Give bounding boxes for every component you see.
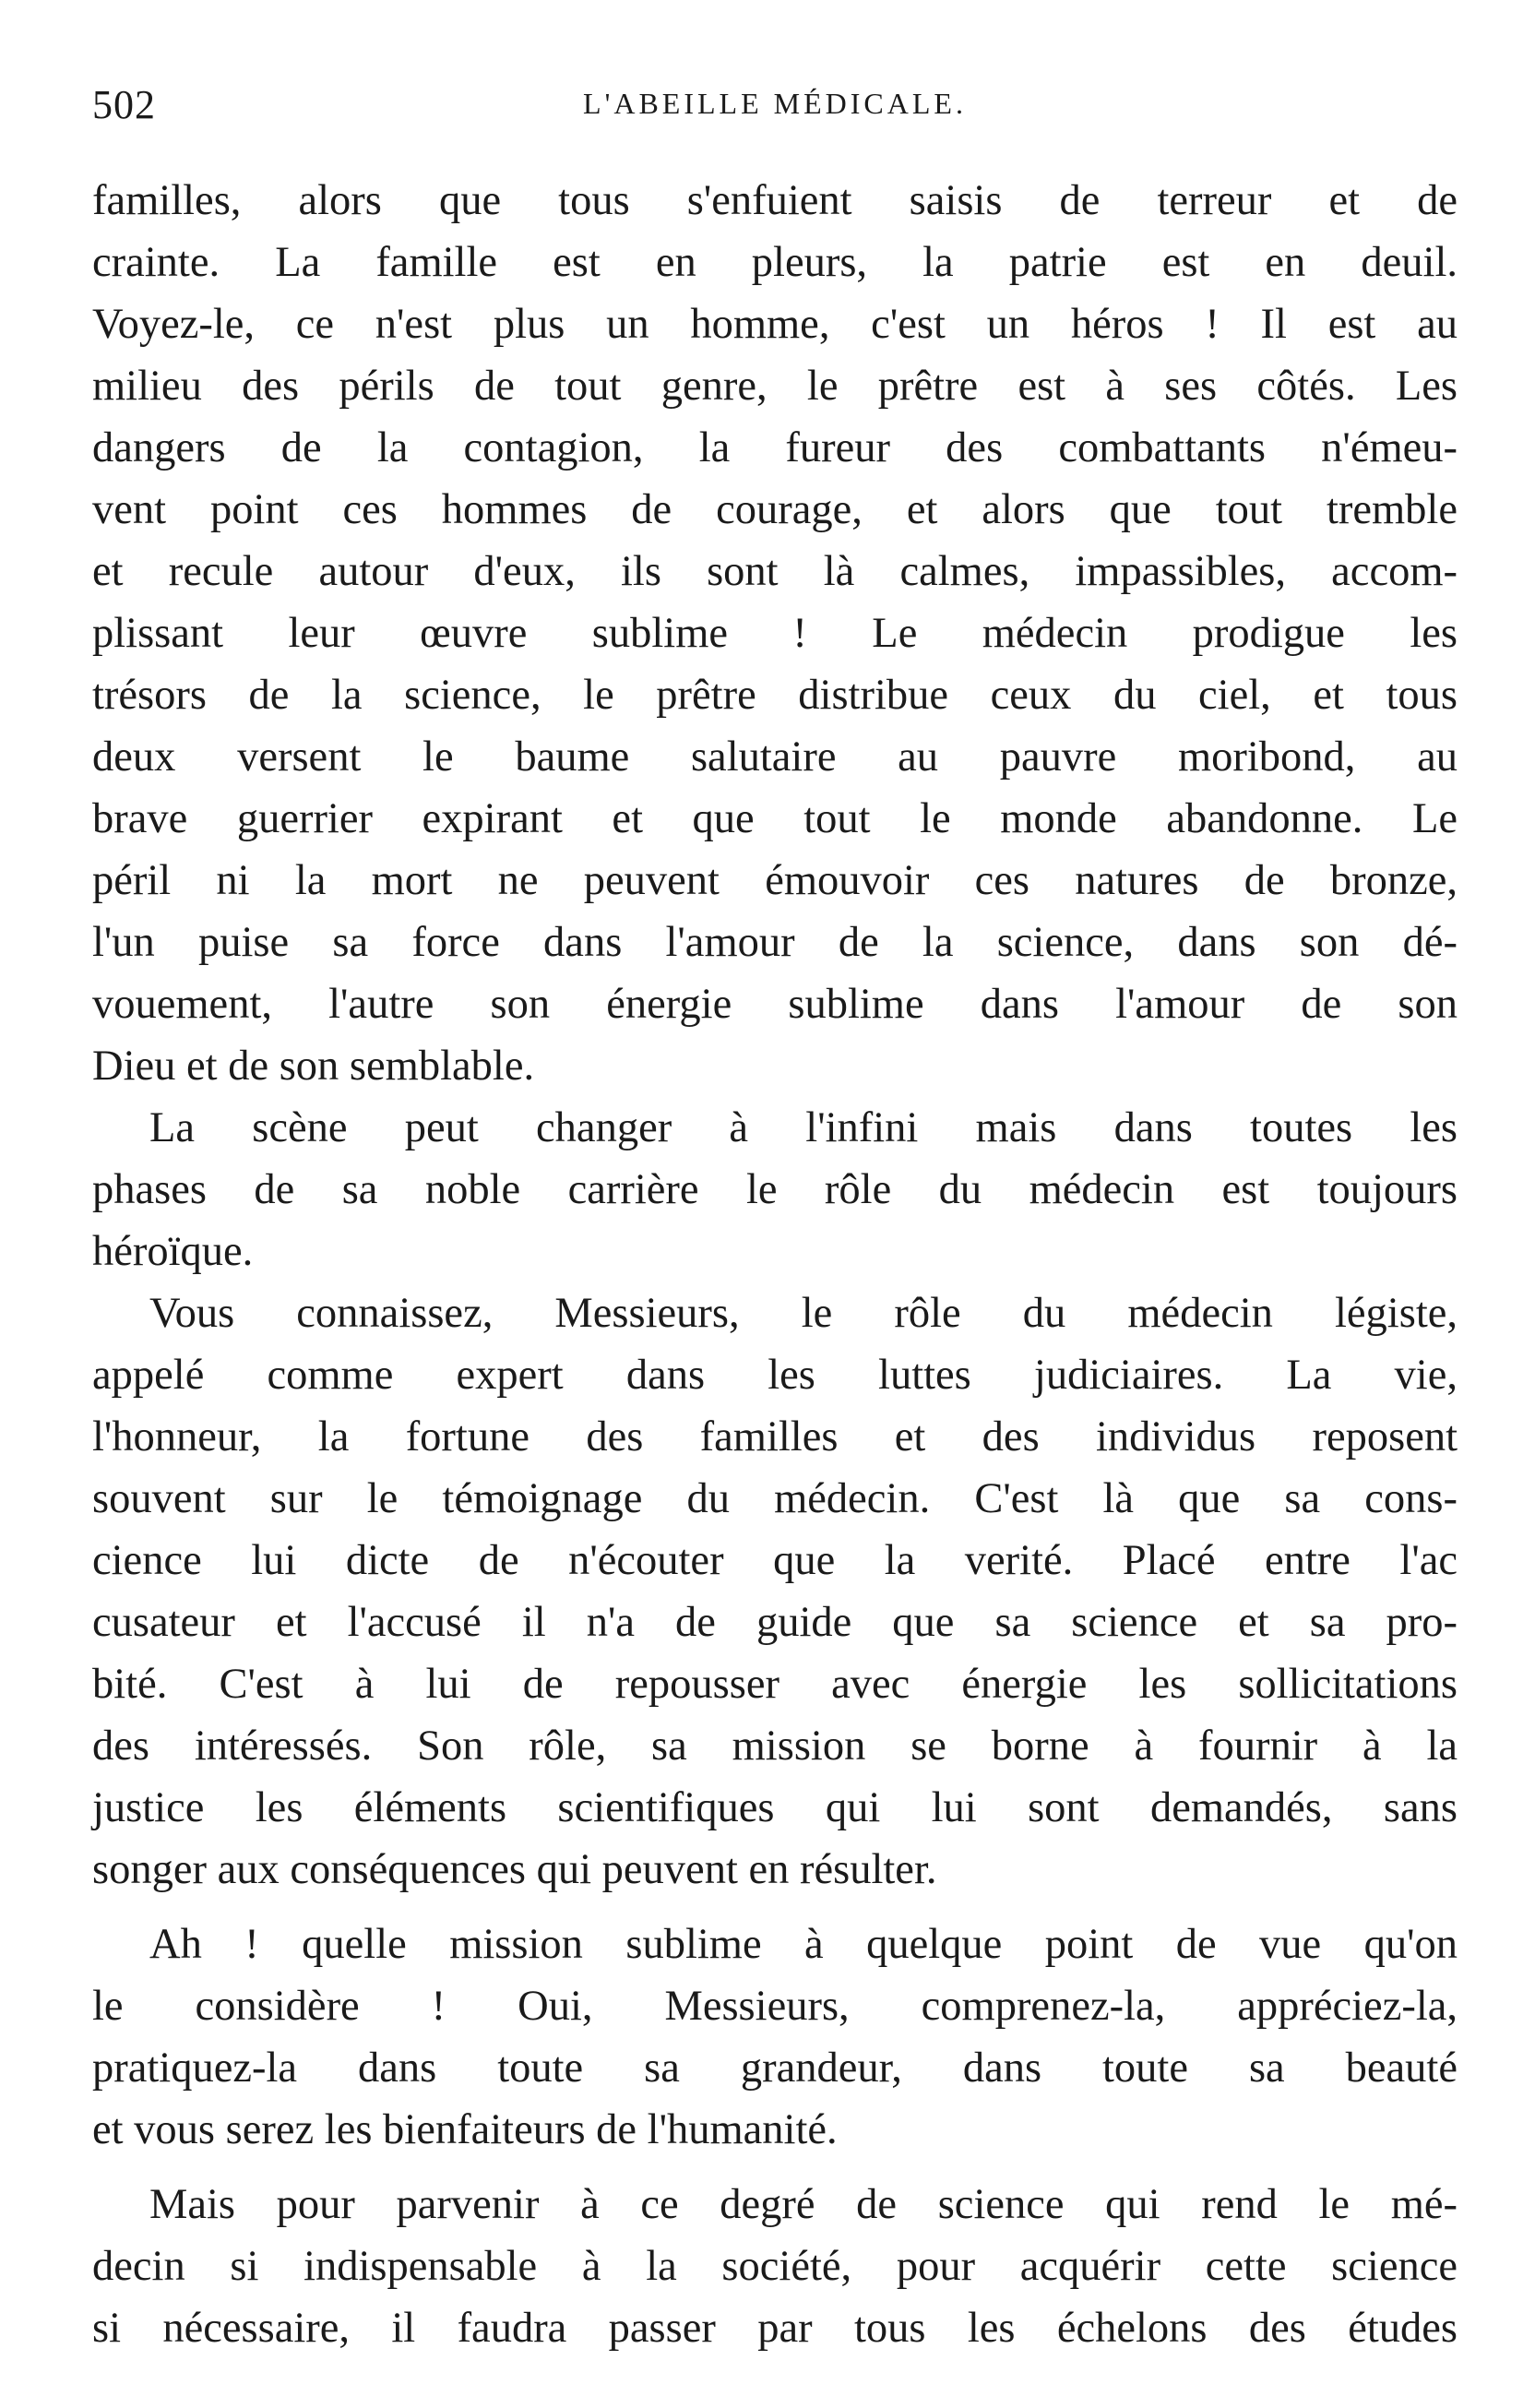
- paragraph-2: [92, 1097, 1458, 1282]
- paragraph-3: [92, 1282, 1458, 1901]
- text-line: pratiquez-la dans toute sa grandeur, dans toute sa beauté: [92, 2044, 1458, 2092]
- text-line: songer aux conséquences qui peuvent en résulter.: [92, 1846, 937, 1893]
- page-number: 502: [92, 82, 156, 127]
- text-line: cusateur et l'accusé il n'a de guide que sa science et sa pro-: [92, 1599, 1458, 1646]
- text-line: Vous connaissez, Messieurs, le rôle du médecin légiste,: [149, 1290, 1458, 1337]
- text-line: decin si indispensable à la société, pour acquérir cette science: [92, 2243, 1458, 2290]
- text-line: milieu des périls de tout genre, le prêtre est à ses côtés. Les: [92, 363, 1458, 410]
- text-line: dangers de la contagion, la fureur des combattants n'émeu-: [92, 424, 1458, 471]
- text-line: trésors de la science, le prêtre distribue ceux du ciel, et tous: [92, 672, 1458, 719]
- text-line: Dieu et de son semblable.: [92, 1043, 535, 1090]
- running-title: L'ABEILLE MÉDICALE.: [583, 87, 967, 120]
- text-line: et recule autour d'eux, ils sont là calmes, impassibles, accom-: [92, 548, 1458, 595]
- text-line: bité. C'est à lui de repousser avec énergie les sollicitations: [92, 1661, 1458, 1708]
- text-line: crainte. La famille est en pleurs, la patrie est en deuil.: [92, 239, 1458, 286]
- text-line: phases de sa noble carrière le rôle du médecin est toujours: [92, 1166, 1458, 1213]
- text-line: souvent sur le témoignage du médecin. C'est là que sa cons-: [92, 1475, 1458, 1522]
- page-header: [92, 81, 1458, 137]
- page-body: [92, 170, 1458, 2359]
- text-line: et vous serez les bienfaiteurs de l'humanité.: [92, 2106, 838, 2153]
- text-line: héroïque.: [92, 1228, 254, 1275]
- text-line: familles, alors que tous s'enfuient saisis de terreur et de: [92, 177, 1458, 224]
- text-line: La scène peut changer à l'infini mais dans toutes les: [149, 1104, 1458, 1151]
- paragraph-5: [92, 2174, 1458, 2359]
- text-line: le considère ! Oui, Messieurs, comprenez-la, appréciez-la,: [92, 1983, 1458, 2030]
- text-line: des intéressés. Son rôle, sa mission se borne à fournir à la: [92, 1723, 1458, 1770]
- text-line: plissant leur œuvre sublime ! Le médecin prodigue les: [92, 610, 1458, 657]
- text-line: cience lui dicte de n'écouter que la verité. Placé entre l'ac: [92, 1537, 1458, 1584]
- text-line: péril ni la mort ne peuvent émouvoir ces natures de bronze,: [92, 857, 1458, 904]
- text-line: appelé comme expert dans les luttes judiciaires. La vie,: [92, 1352, 1458, 1399]
- text-line: Mais pour parvenir à ce degré de science qui rend le mé-: [149, 2181, 1458, 2228]
- paragraph-1: [92, 170, 1458, 1097]
- text-line: vouement, l'autre son énergie sublime dans l'amour de son: [92, 981, 1458, 1028]
- paragraph-4: [92, 1913, 1458, 2161]
- text-line: deux versent le baume salutaire au pauvre moribond, au: [92, 733, 1458, 781]
- text-line: Ah ! quelle mission sublime à quelque point de vue qu'on: [149, 1921, 1458, 1968]
- text-line: brave guerrier expirant et que tout le monde abandonne. Le: [92, 795, 1458, 842]
- text-line: Voyez-le, ce n'est plus un homme, c'est un héros ! Il est au: [92, 301, 1458, 348]
- text-line: vent point ces hommes de courage, et alors que tout tremble: [92, 486, 1458, 533]
- text-line: justice les éléments scientifiques qui lui sont demandés, sans: [92, 1784, 1458, 1831]
- text-line: l'un puise sa force dans l'amour de la science, dans son dé-: [92, 919, 1458, 966]
- text-line: l'honneur, la fortune des familles et des individus reposent: [92, 1413, 1458, 1460]
- text-line: si nécessaire, il faudra passer par tous les échelons des études: [92, 2305, 1458, 2352]
